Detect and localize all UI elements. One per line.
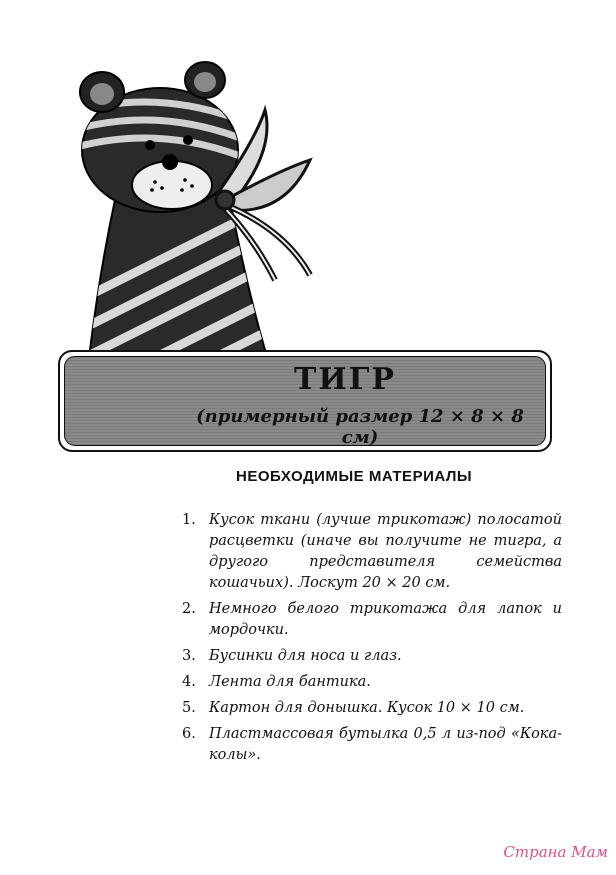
list-item-number: 1. [182, 512, 196, 528]
list-item [182, 698, 562, 719]
tiger-nose [162, 154, 178, 170]
list-item-text: Пластмассовая бутылка 0,5 л из-под «Кока-колы». [209, 726, 562, 763]
materials-heading: НЕОБХОДИМЫЕ МАТЕРИАЛЫ [236, 468, 473, 485]
list-item-text: Немного белого трикотажа для лапок и мордочки. [209, 601, 562, 638]
page-title: ТИГР [294, 362, 396, 397]
list-item [182, 510, 562, 594]
list-item-text: Лента для бантика. [209, 674, 371, 690]
list-item-text: Кусок ткани (лучше трикотаж) полосатой расцветки (иначе вы получите не тигра, а другого представителя семейства кошачьих). Лоскут 20 × 20 см. [209, 512, 562, 591]
list-item-number: 5. [182, 700, 196, 716]
list-item [182, 724, 562, 766]
list-item-number: 2. [182, 601, 196, 617]
list-item [182, 646, 562, 667]
list-item-number: 4. [182, 674, 196, 690]
list-item-text: Картон для донышка. Кусок 10 × 10 см. [209, 700, 525, 716]
page-subtitle: (примерный размер 12 × 8 × 8 см) [196, 406, 524, 448]
materials-list [182, 510, 562, 771]
list-item-text: Бусинки для носа и глаз. [209, 648, 402, 664]
list-item-number: 3. [182, 648, 196, 664]
list-item [182, 599, 562, 641]
list-item-number: 6. [182, 726, 196, 742]
site-watermark: Страна Мам [503, 843, 608, 861]
list-item [182, 672, 562, 693]
